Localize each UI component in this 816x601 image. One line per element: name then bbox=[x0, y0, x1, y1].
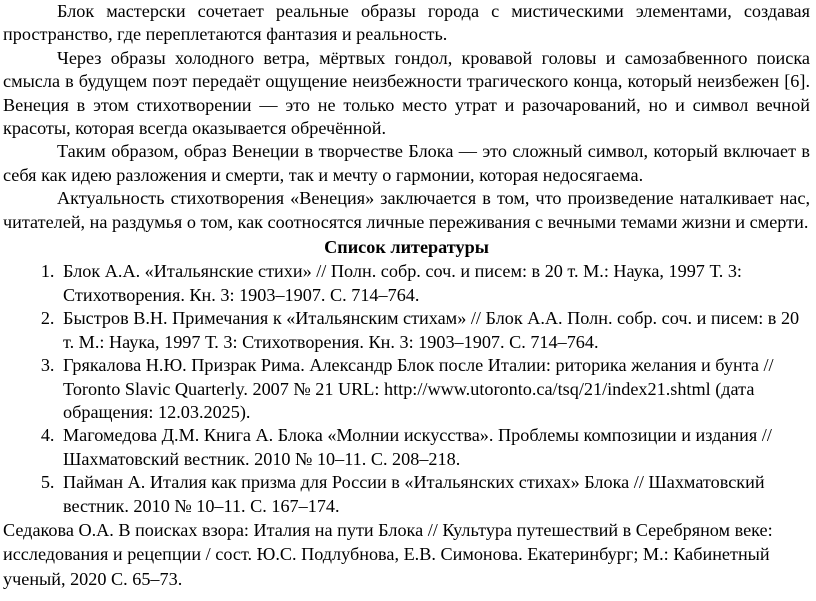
body-paragraph-4: Актуальность стихотворения «Венеция» заключается в том, что произведение наталкивает нас, читателей, на раздумья о том, как соотносятся личные переживания с вечными темами жизни и смерти. bbox=[3, 188, 810, 232]
bibliography-item-1: 1. Блок А.А. «Итальянские стихи» // Полн. собр. соч. и писем: в 20 т. М.: Наука, 1997 Т. 3: Стихотворения. Кн. 3: 1903–1907. С. 714–764. bbox=[59, 260, 810, 307]
bibliography-item-5: 5. Пайман А. Италия как призма для России в «Итальянских стихах» Блока // Шахматовский вестник. 2010 № 10–11. С. 167–174. bbox=[59, 471, 810, 518]
bibliography-title: Список литературы bbox=[324, 237, 489, 258]
bibliography-item-4: 4. Магомедова Д.М. Книга А. Блока «Молнии искусства». Проблемы композиции и издания // Шахматовский вестник. 2010 № 10–11. С. 208–218. bbox=[59, 424, 810, 471]
bibliography-list bbox=[3, 260, 810, 517]
bibliography-item-3: 3. Грякалова Н.Ю. Призрак Рима. Александр Блок после Италии: риторика желания и бунта // Toronto Slavic Quarterly. 2007 № 21 URL: http://www.utoronto.ca/tsq/21/index21.shtml (дата обращения: 12.03.2025). bbox=[59, 354, 810, 424]
body-paragraph-3: Таким образом, образ Венеции в творчестве Блока — это сложный символ, который включает в себя как идею разложения и смерти, так и мечту о гармонии, которая недосягаема. bbox=[3, 141, 810, 185]
body-paragraph-1: Блок мастерски сочетает реальные образы города с мистическими элементами, создавая пространство, где переплетаются фантазия и реальность. bbox=[3, 1, 810, 45]
bibliography-extra-entry: Седакова О.А. В поисках взора: Италия на пути Блока // Культура путешествий в Серебряном веке: исследования и рецепции / сост. Ю.С. Подлубнова, Е.В. Симонова. Екатеринбург; М.: Кабинетный ученый, 2020 С. 65–73. bbox=[3, 519, 773, 589]
bibliography-item-2: 2. Быстров В.Н. Примечания к «Итальянским стихам» // Блок А.А. Полн. собр. соч. и писем: в 20 т. М.: Наука, 1997 Т. 3: Стихотворения. Кн. 3: 1903–1907. С. 714–764. bbox=[59, 307, 810, 354]
body-paragraph-2: Через образы холодного ветра, мёртвых гондол, кровавой головы и самозабвенного поиска смысла в будущем поэт передаёт ощущение неизбежности трагического конца, который неизбежен [6]. Венеция в этом стихотворении — это не только место утрат и разочарований, но и символ вечной красоты, которая всегда оказывается обречённой. bbox=[3, 47, 810, 139]
